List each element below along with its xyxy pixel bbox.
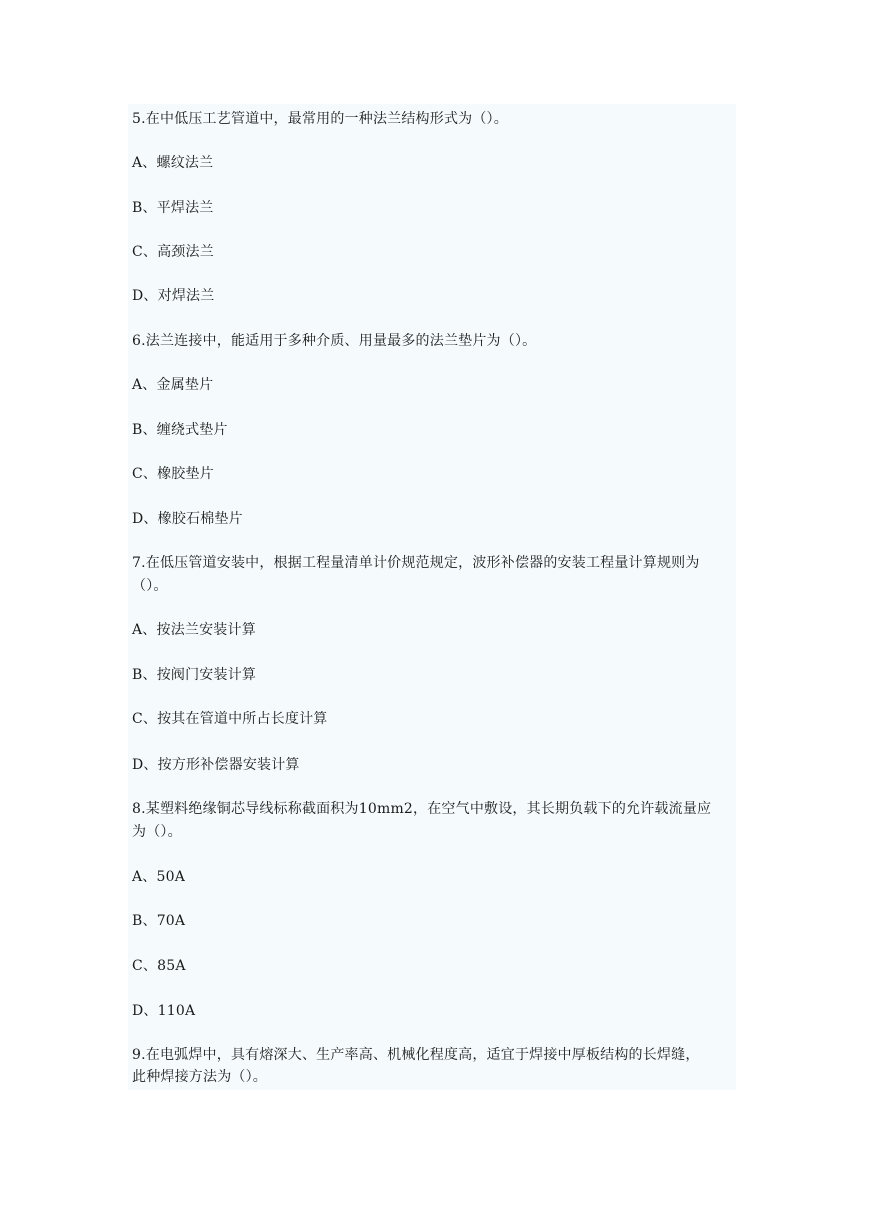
question-5-option-c: C、高颈法兰 xyxy=(132,244,214,260)
question-7-option-c: C、按其在管道中所占长度计算 xyxy=(132,711,328,727)
question-6-option-a: A、金属垫片 xyxy=(132,377,214,393)
question-6-option-b: B、缠绕式垫片 xyxy=(132,422,228,438)
question-8-stem-line-2: 为（）。 xyxy=(132,824,182,840)
question-6-option-d: D、橡胶石棉垫片 xyxy=(132,511,243,527)
question-7-option-a: A、按法兰安装计算 xyxy=(132,622,256,638)
question-9-stem-line-2: 此种焊接方法为（）。 xyxy=(132,1069,267,1085)
question-7-stem-line-2: （）。 xyxy=(132,578,168,594)
question-block xyxy=(128,104,736,1090)
question-5-option-b: B、平焊法兰 xyxy=(132,200,214,216)
question-8-option-c: C、85A xyxy=(132,958,186,974)
question-9-stem-line-1: 9.在电弧焊中，具有熔深大、生产率高、机械化程度高，适宜于焊接中厚板结构的长焊缝， xyxy=(132,1047,700,1063)
question-5-stem: 5.在中低压工艺管道中，最常用的一种法兰结构形式为（）。 xyxy=(132,111,508,127)
question-5-option-a: A、螺纹法兰 xyxy=(132,155,214,171)
question-8-option-a: A、50A xyxy=(132,869,186,885)
question-8-option-b: B、70A xyxy=(132,913,186,929)
question-7-stem-line-1: 7.在低压管道安装中，根据工程量清单计价规范规定，波形补偿器的安装工程量计算规则为 xyxy=(132,555,700,571)
question-5-option-d: D、对焊法兰 xyxy=(132,288,215,304)
question-8-stem-line-1: 8.某塑料绝缘铜芯导线标称截面积为10mm2，在空气中敷设，其长期负载下的允许载流量应 xyxy=(132,801,712,817)
question-8-option-d: D、110A xyxy=(132,1003,196,1019)
question-7-option-b: B、按阀门安装计算 xyxy=(132,667,257,683)
question-7-option-d: D、按方形补偿器安装计算 xyxy=(132,757,300,773)
question-6-option-c: C、橡胶垫片 xyxy=(132,466,214,482)
question-6-stem: 6.法兰连接中，能适用于多种介质、用量最多的法兰垫片为（）。 xyxy=(132,333,537,349)
